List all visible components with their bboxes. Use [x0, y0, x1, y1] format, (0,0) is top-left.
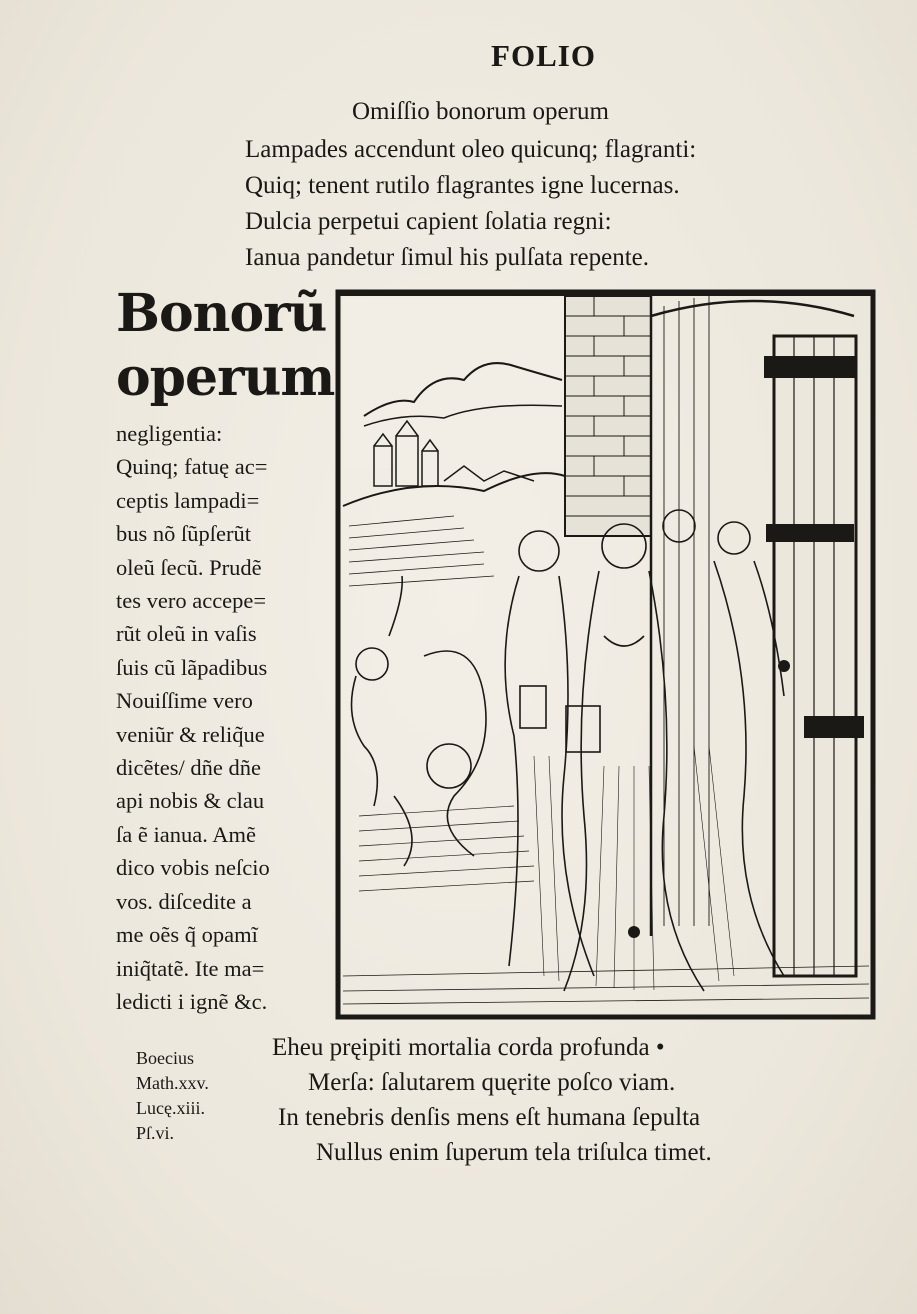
commentary-line: negligentia:	[116, 421, 223, 446]
commentary-line: ſa ẽ ianua. Amẽ	[116, 821, 256, 847]
source-ref: Boecius	[136, 1048, 194, 1068]
verse-line: Eheu pręipiti mortalia corda profunda •	[272, 1034, 665, 1061]
verse-line: Ianua pandetur ſimul his pulſata repente.	[245, 244, 650, 271]
woodcut-drawing	[334, 276, 877, 1021]
blackletter-line: operum	[116, 347, 335, 408]
section-heading: Omiſſio bonorum operum	[352, 98, 609, 125]
source-ref: Math.xxv.	[136, 1073, 209, 1093]
verse-line: Nullus enim ſuperum tela triſulca timet.	[316, 1139, 712, 1166]
verse-line: Lampades accendunt oleo quicunq; flagranti:	[245, 136, 697, 163]
commentary-line: oleũ ſecũ. Prudẽ	[116, 554, 262, 580]
commentary-line: iniq̃tatẽ. Ite ma=	[116, 955, 265, 981]
commentary-line: bus nõ ſũpſerũt	[116, 521, 251, 547]
commentary-line: vos. diſcedite a	[116, 888, 252, 914]
source-ref: Pſ.vi.	[136, 1123, 175, 1143]
blackletter-title	[116, 282, 334, 410]
commentary-line: ſuis cũ lãpadibus	[116, 654, 268, 680]
source-ref: Lucę.xiii.	[136, 1098, 205, 1118]
commentary-line: api nobis & clau	[116, 788, 265, 814]
source-references	[136, 1046, 209, 1146]
folio-header: FOLIO	[491, 38, 596, 73]
verse-line: Merſa: ſalutarem quęrite poſco viam.	[308, 1069, 676, 1096]
verse-line: Quiq; tenent rutilo flagrantes igne lucernas.	[245, 172, 680, 199]
commentary-line: tes vero accepe=	[116, 588, 267, 614]
commentary-line: dicẽtes/ dñe dñe	[116, 755, 261, 781]
verse-bottom	[272, 1030, 712, 1170]
commentary-line: dico vobis neſcio	[116, 855, 270, 881]
commentary-line: me oẽs q̃ opamĩ	[116, 922, 258, 948]
commentary-line: Quinq; fatuę ac=	[116, 454, 268, 480]
commentary-text	[116, 417, 341, 1018]
verse-line: In tenebris denſis mens eſt humana ſepulta	[278, 1104, 701, 1131]
commentary-line: ceptis lampadi=	[116, 487, 260, 513]
commentary-line: ledicti i ignẽ &c.	[116, 988, 268, 1014]
commentary-line: rũt oleũ in vaſis	[116, 621, 257, 647]
verse-top	[245, 132, 696, 276]
blackletter-line: Bonorũ	[116, 283, 327, 344]
commentary-line: veniũr & reliq̃ue	[116, 721, 265, 747]
woodcut-illustration	[334, 276, 877, 1021]
verse-line: Dulcia perpetui capient ſolatia regni:	[245, 208, 612, 235]
commentary-line: Nouiſſime vero	[116, 688, 253, 714]
